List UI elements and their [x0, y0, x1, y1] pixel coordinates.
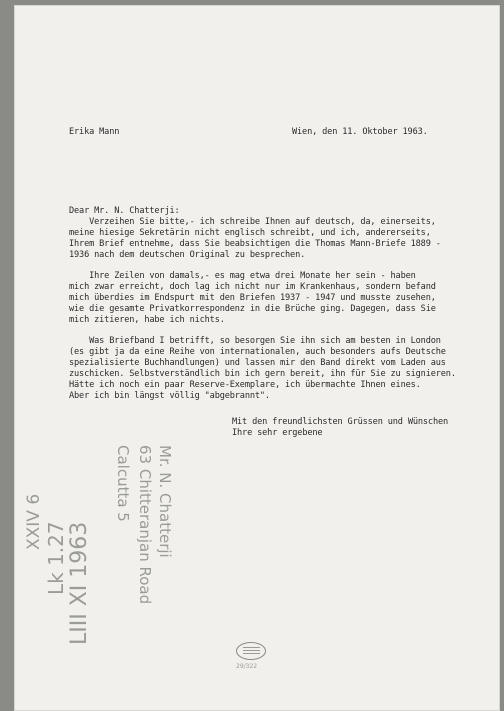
closing-line: Mit den freundlichsten Grüssen und Wünschen: [232, 417, 449, 427]
archive-stamp-number: 29/322: [236, 663, 258, 670]
place-date: Wien, den 11. Oktober 1963.: [292, 127, 428, 137]
pencil-archive-number-1: XXIV 6: [24, 493, 44, 550]
pencil-archive-number-2: Lk 1.27: [44, 521, 68, 595]
body-line: 1936 nach dem deutschen Original zu besprechen.: [69, 250, 306, 260]
body-line: Ihre Zeilen von damals,- es mag etwa drei Monate her sein - haben: [69, 271, 416, 281]
pencil-address-line-2: 63 Chitteranjan Road: [136, 445, 154, 605]
body-line: Hätte ich noch ein paar Reserve-Exemplare, ich übermachte Ihnen eines.: [69, 380, 421, 390]
pencil-address-line-3: Calcutta 5: [114, 445, 132, 522]
body-line: Aber ich bin längst völlig "abgebrannt".: [69, 391, 270, 401]
body-line: mich zitieren, habe ich nichts.: [69, 315, 225, 325]
salutation: Dear Mr. N. Chatterji:: [69, 206, 180, 216]
body-line: Verzeihen Sie bitte,- ich schreibe Ihnen auf deutsch, da, einerseits,: [69, 217, 436, 227]
body-line: mich überdies im Endspurt mit den Briefen 1937 - 1947 und musste zusehen,: [69, 293, 436, 303]
body-line: spezialisierte Buchhandlungen) und lassen mir den Band direkt vom Laden aus: [69, 358, 446, 368]
body-line: (es gibt ja da eine Reihe von internationalen, auch besonders aufs Deutsche: [69, 347, 446, 357]
pencil-archive-number-3: LIII XI 1963: [67, 521, 92, 645]
body-line: Ihrem Brief entnehme, dass Sie beabsichtigen die Thomas Mann-Briefe 1889 -: [69, 239, 441, 249]
body-line: zuschicken. Selbstverständlich bin ich gern bereit, ihn für Sie zu signieren.: [69, 369, 456, 379]
sender-name: Erika Mann: [69, 127, 120, 137]
letter-page: [14, 5, 500, 711]
body-line: Was Briefband I betrifft, so besorgen Sie ihn sich am besten in London: [69, 336, 441, 346]
pencil-address-line-1: Mr. N. Chatterji: [156, 445, 174, 558]
archive-stamp-lines: [243, 647, 260, 656]
body-line: mich zwar erreicht, doch lag ich nicht nur im Krankenhaus, sondern befand: [69, 282, 436, 292]
body-line: meine hiesige Sekretärin nicht englisch schreibt, und ich, andererseits,: [69, 228, 431, 238]
closing-line: Ihre sehr ergebene: [232, 428, 323, 438]
body-line: wie die gesamte Privatkorrespondenz in die Brüche ging. Dagegen, dass Sie: [69, 304, 436, 314]
